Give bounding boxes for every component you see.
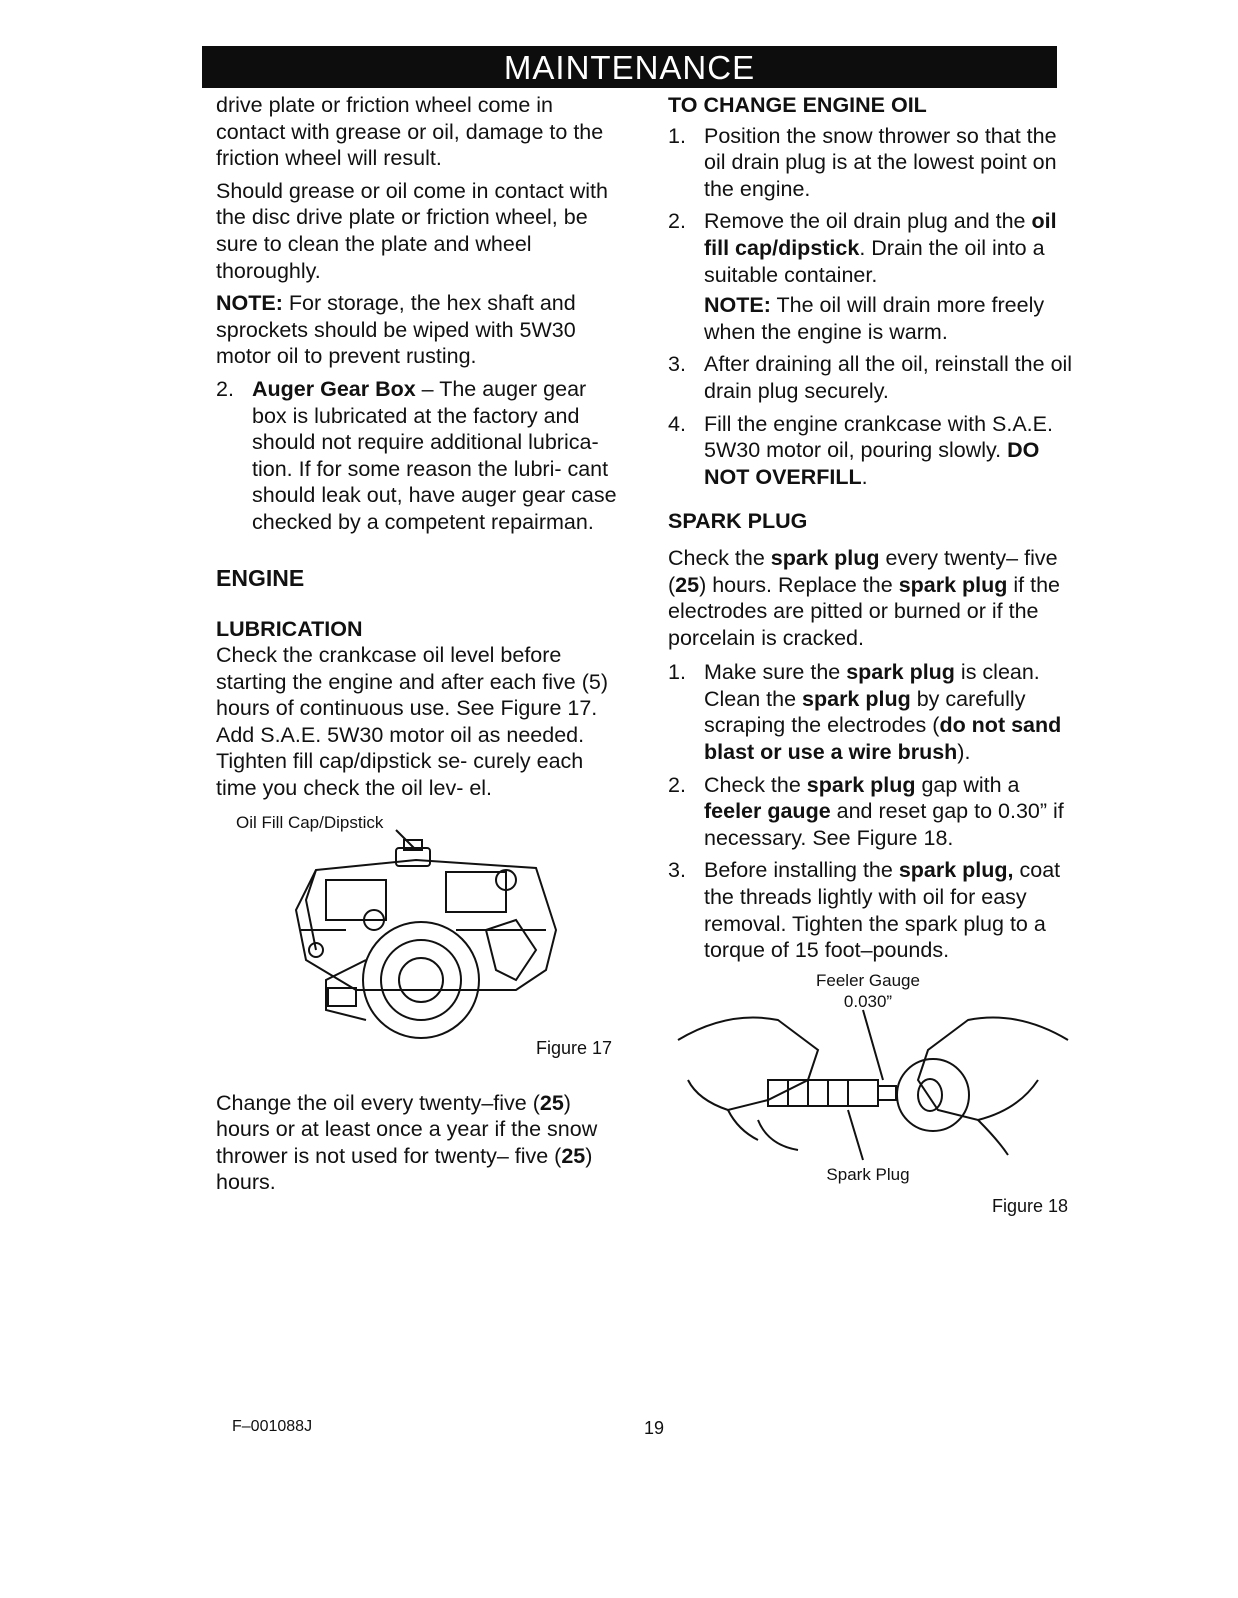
figure-caption: Figure 17 [535, 1038, 612, 1059]
bold-run: spark plug [846, 660, 955, 685]
storage-note [216, 290, 626, 370]
text-run: and reset gap to 0.30” if necessary. See Figure 18. [704, 799, 1064, 850]
item-text: After draining all the oil, reinstall the oil drain plug securely. [704, 352, 1073, 403]
list-item [668, 411, 1078, 491]
text-run: ) hours. Replace the [699, 572, 899, 597]
note-text: The oil will drain more freely when the engine is warm. [704, 293, 1045, 344]
spark-heading: SPARK PLUG [668, 509, 808, 534]
oil-heading: TO CHANGE ENGINE OIL [668, 93, 927, 117]
lubrication-text: Check the crankcase oil level before starting the engine and after each five (5) hours of continuous use. See Figure 17. Add S.A.E. 5W30 motor oil as needed. Tighten fill cap/dipstick se- curely each time you check the oil lev- el. [216, 643, 609, 801]
text-run: by carefully scraping the electrodes ( [704, 686, 1026, 738]
text-run: if the electrodes are pitted or burned or if the porcelain is cracked. [668, 572, 1060, 650]
list-item [668, 857, 1078, 963]
figure-callout: Oil Fill Cap/Dipstick [236, 812, 384, 832]
left-column [216, 92, 626, 1202]
text-run: . Drain the oil into a suitable container. [704, 235, 1045, 287]
auger-list [216, 376, 626, 536]
bold-run: spark plug [898, 572, 1008, 597]
item-number: 1. [668, 123, 686, 148]
bold-run: 25 [539, 1090, 564, 1115]
item-number: 4. [668, 411, 686, 436]
bold-run: do not sand blast or use a wire brush [704, 713, 1062, 765]
engine-heading: ENGINE [216, 564, 305, 591]
item-text: Position the snow thrower so that the oil drain plug is at the lowest point on the engine. [704, 123, 1057, 201]
text-run: Fill the engine crankcase with S.A.E. 5W30 motor oil, pouring slowly. [704, 411, 1053, 463]
section-banner: MAINTENANCE [202, 46, 1057, 88]
item-number: 3. [668, 858, 686, 883]
spark-plug-label: Spark Plug [826, 1164, 910, 1184]
paragraph: drive plate or friction wheel come in contact with grease or oil, damage to the friction wheel will result. [216, 93, 604, 171]
item-title: Auger Gear Box [252, 376, 416, 401]
list-item [668, 659, 1078, 765]
note-label: NOTE: [704, 293, 771, 318]
text-run: coat the threads lightly with oil for easy removal. Tighten the spark plug to a torque of 15 foot–pounds. [704, 858, 1061, 963]
text-run: ). [957, 740, 971, 765]
text-run: ) hours or at least once a year if the snow thrower is not used for twenty– five ( [216, 1090, 598, 1168]
paragraph: Should grease or oil come in contact with the disc drive plate or friction wheel, be sure to clean the plate and wheel thoroughly. [216, 178, 608, 283]
bold-run: spark plug [802, 686, 911, 711]
bold-run: spark plug, [898, 858, 1014, 883]
page-number: 19 [644, 1418, 665, 1438]
item-number: 2. [216, 376, 234, 401]
text-run: Check the [704, 772, 807, 797]
spark-steps [668, 659, 1078, 964]
text-run: Make sure the [704, 660, 847, 685]
text-run: Remove the oil drain plug and the [704, 209, 1032, 234]
lubrication-heading: LUBRICATION [216, 616, 363, 641]
list-item [216, 376, 626, 536]
figure-caption: Figure 18 [991, 1196, 1068, 1217]
item-number: 3. [668, 352, 686, 377]
item-number: 2. [668, 209, 686, 234]
list-item [668, 123, 1078, 203]
label-line: Feeler Gauge [816, 970, 920, 990]
text-run: . [861, 464, 868, 489]
figure-17 [216, 810, 616, 1080]
list-item [668, 351, 1078, 404]
right-column [668, 92, 1078, 1220]
text-run: every twenty– five ( [668, 545, 1058, 597]
text-run: gap with a [915, 772, 1020, 797]
text-run: Check the [668, 545, 771, 570]
bold-run: oil fill cap/dipstick [704, 209, 1057, 260]
bold-run: 25 [675, 572, 700, 597]
item-number: 2. [668, 772, 686, 797]
oil-change-interval [216, 1090, 626, 1196]
item-number: 1. [668, 660, 686, 685]
text-run: ) hours. [216, 1143, 593, 1195]
bold-run: spark plug [806, 772, 916, 797]
oil-note [704, 292, 1078, 345]
bold-run: DO NOT OVERFILL [704, 438, 1040, 489]
figure-18 [668, 970, 1078, 1220]
note-text: For storage, the hex shaft and sprockets should be wiped with 5W30 motor oil to prevent rusting. [216, 291, 576, 369]
item-text: – The auger gear box is lubricated at the factory and should not require additional lubrica- tion. If for some reason the lubri- cant should leak out, have auger gear case checked by a competent repairman. [252, 376, 617, 534]
label-line: 0.030” [843, 991, 893, 1011]
text-run: Before installing the [704, 858, 899, 883]
document-id: F–001088J [232, 1418, 313, 1435]
oil-steps [668, 123, 1078, 491]
bold-run: feeler gauge [704, 799, 831, 824]
bold-run: 25 [561, 1143, 586, 1168]
bold-run: spark plug [770, 545, 880, 570]
list-item [668, 208, 1078, 345]
spark-intro [668, 545, 1078, 651]
list-item [668, 772, 1078, 852]
text-run: is clean. Clean the [704, 660, 1040, 711]
text-run: Change the oil every twenty–five ( [216, 1090, 540, 1115]
note-label: NOTE: [216, 291, 283, 316]
